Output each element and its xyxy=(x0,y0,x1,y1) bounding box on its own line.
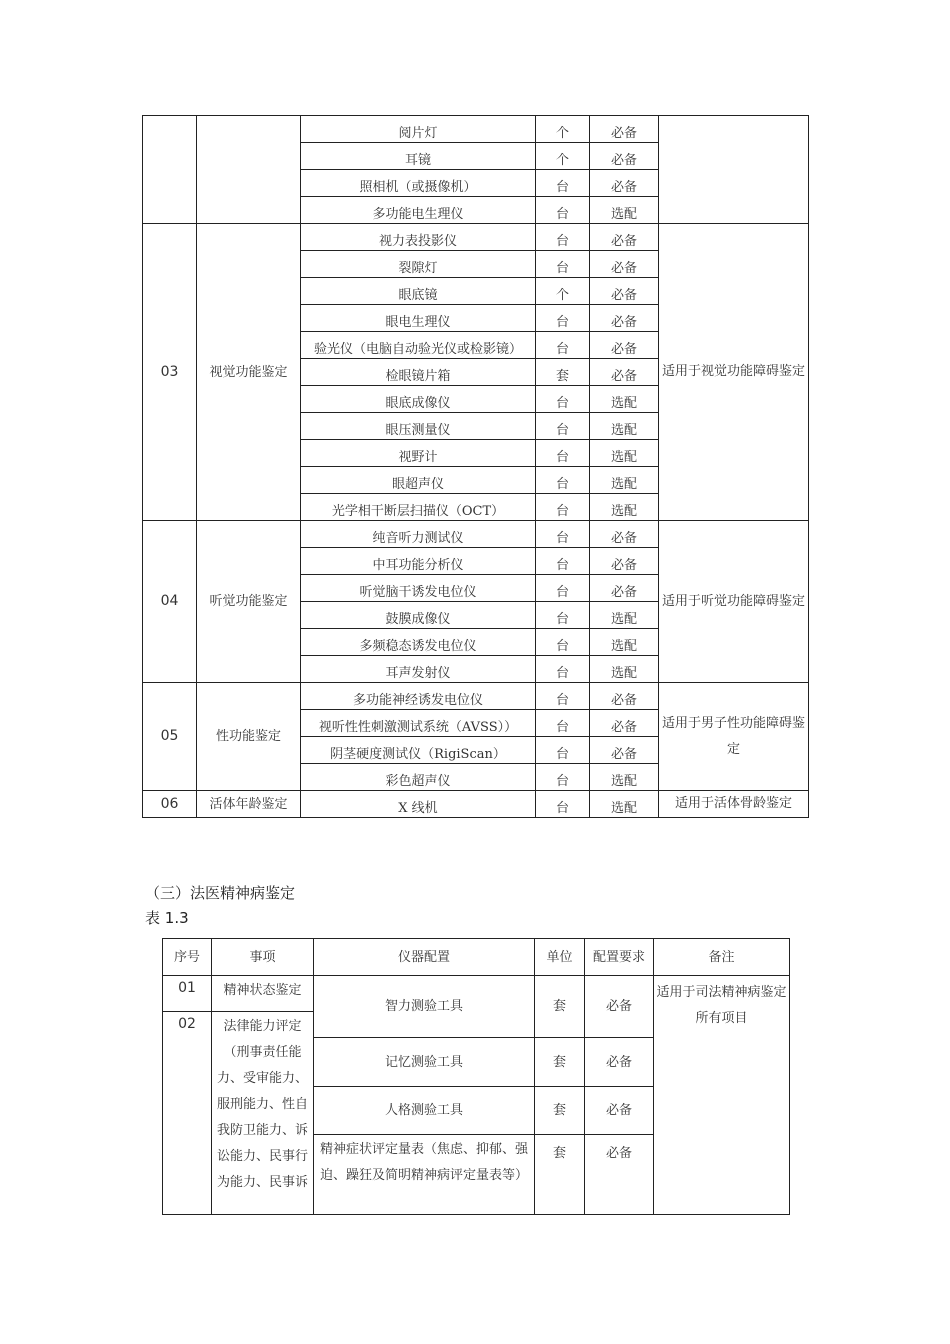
group-no: 03 xyxy=(143,224,197,521)
group-item: 性功能鉴定 xyxy=(197,683,301,791)
equipment-name: 照相机（或摄像机） xyxy=(301,170,536,197)
equipment-name: 彩色超声仪 xyxy=(301,764,536,791)
equipment-name: 眼超声仪 xyxy=(301,467,536,494)
equipment-name: 智力测验工具 xyxy=(314,976,535,1038)
equipment-unit: 个 xyxy=(536,116,590,143)
equipment-requirement: 必备 xyxy=(590,251,659,278)
group-note: 适用于视觉功能障碍鉴定 xyxy=(659,224,809,521)
equipment-requirement: 选配 xyxy=(590,602,659,629)
equipment-name: X 线机 xyxy=(301,791,536,818)
group-no xyxy=(143,116,197,224)
equipment-name: 精神症状评定量表（焦虑、抑郁、强迫、躁狂及简明精神病评定量表等） xyxy=(314,1135,535,1215)
row-no: 01 xyxy=(163,976,212,1012)
equipment-name: 多功能神经诱发电位仪 xyxy=(301,683,536,710)
equipment-requirement: 必备 xyxy=(590,521,659,548)
equipment-name: 多功能电生理仪 xyxy=(301,197,536,224)
group-no: 06 xyxy=(143,791,197,818)
table-header-row xyxy=(163,939,790,976)
equipment-unit: 台 xyxy=(536,494,590,521)
equipment-name: 人格测验工具 xyxy=(314,1087,535,1135)
equipment-requirement: 必备 xyxy=(590,575,659,602)
equipment-name: 检眼镜片箱 xyxy=(301,359,536,386)
equipment-name: 眼电生理仪 xyxy=(301,305,536,332)
equipment-requirement: 必备 xyxy=(590,143,659,170)
equipment-unit: 台 xyxy=(536,332,590,359)
equipment-requirement: 必备 xyxy=(590,305,659,332)
group-item: 活体年龄鉴定 xyxy=(197,791,301,818)
equipment-requirement: 必备 xyxy=(590,116,659,143)
row-item: 法律能力评定（刑事责任能力、受审能力、服刑能力、性自我防卫能力、诉讼能力、民事行为能力、民事诉 xyxy=(212,1012,314,1215)
equipment-name: 视听性性刺激测试系统（AVSS）） xyxy=(301,710,536,737)
equipment-name: 中耳功能分析仪 xyxy=(301,548,536,575)
equipment-unit: 套 xyxy=(535,976,585,1038)
equipment-unit: 台 xyxy=(536,629,590,656)
equipment-name: 裂隙灯 xyxy=(301,251,536,278)
equipment-requirement: 必备 xyxy=(590,278,659,305)
header-unit: 单位 xyxy=(535,939,585,976)
group-note: 适用于听觉功能障碍鉴定 xyxy=(659,521,809,683)
equipment-requirement: 必备 xyxy=(590,737,659,764)
section-title: （三）法医精神病鉴定 xyxy=(145,884,296,902)
equipment-unit: 台 xyxy=(536,521,590,548)
equipment-requirement: 选配 xyxy=(590,467,659,494)
equipment-requirement: 选配 xyxy=(590,629,659,656)
group-item xyxy=(197,116,301,224)
equipment-unit: 台 xyxy=(536,656,590,683)
row-note: 适用于司法精神病鉴定所有项目 xyxy=(654,976,790,1215)
equipment-unit: 台 xyxy=(536,710,590,737)
equipment-name: 视力表投影仪 xyxy=(301,224,536,251)
header-requirement: 配置要求 xyxy=(585,939,654,976)
equipment-unit: 台 xyxy=(536,440,590,467)
equipment-requirement: 选配 xyxy=(590,440,659,467)
table-row xyxy=(163,976,790,1012)
equipment-name: 听觉脑干诱发电位仪 xyxy=(301,575,536,602)
equipment-requirement: 必备 xyxy=(590,224,659,251)
table-caption: 表 1.3 xyxy=(145,909,189,927)
equipment-requirement: 选配 xyxy=(590,413,659,440)
equipment-requirement: 必备 xyxy=(590,710,659,737)
equipment-unit: 台 xyxy=(536,548,590,575)
equipment-unit: 台 xyxy=(536,413,590,440)
equipment-requirement: 选配 xyxy=(590,386,659,413)
row-no: 02 xyxy=(163,1012,212,1215)
header-no: 序号 xyxy=(163,939,212,976)
equipment-requirement: 必备 xyxy=(585,976,654,1038)
equipment-name: 眼底镜 xyxy=(301,278,536,305)
equipment-requirement: 必备 xyxy=(585,1087,654,1135)
equipment-requirement: 必备 xyxy=(585,1038,654,1087)
group-note xyxy=(659,116,809,224)
equipment-unit: 台 xyxy=(536,467,590,494)
equipment-requirement: 选配 xyxy=(590,656,659,683)
equipment-requirement: 选配 xyxy=(590,494,659,521)
row-item: 精神状态鉴定 xyxy=(212,976,314,1012)
equipment-unit: 台 xyxy=(536,737,590,764)
equipment-name: 记忆测验工具 xyxy=(314,1038,535,1087)
equipment-name: 眼压测量仪 xyxy=(301,413,536,440)
equipment-unit: 套 xyxy=(535,1087,585,1135)
equipment-unit: 个 xyxy=(536,278,590,305)
equipment-unit: 台 xyxy=(536,791,590,818)
equipment-name: 视野计 xyxy=(301,440,536,467)
equipment-requirement: 必备 xyxy=(590,332,659,359)
equipment-unit: 台 xyxy=(536,224,590,251)
equipment-name: 阅片灯 xyxy=(301,116,536,143)
equipment-requirement: 必备 xyxy=(590,683,659,710)
equipment-unit: 台 xyxy=(536,764,590,791)
equipment-requirement: 必备 xyxy=(590,170,659,197)
equipment-unit: 台 xyxy=(536,170,590,197)
equipment-unit: 台 xyxy=(536,251,590,278)
table-row xyxy=(143,116,809,143)
header-note: 备注 xyxy=(654,939,790,976)
table-row xyxy=(143,224,809,251)
equipment-requirement: 选配 xyxy=(590,791,659,818)
equipment-unit: 套 xyxy=(535,1135,585,1215)
equipment-unit: 台 xyxy=(536,602,590,629)
forensic-psychiatry-table xyxy=(162,938,790,1215)
header-equipment: 仪器配置 xyxy=(314,939,535,976)
group-note: 适用于活体骨龄鉴定 xyxy=(659,791,809,818)
equipment-name: 多频稳态诱发电位仪 xyxy=(301,629,536,656)
equipment-unit: 台 xyxy=(536,197,590,224)
equipment-unit: 套 xyxy=(535,1038,585,1087)
equipment-name: 光学相干断层扫描仪（OCT） xyxy=(301,494,536,521)
equipment-name: 耳镜 xyxy=(301,143,536,170)
equipment-requirement: 必备 xyxy=(590,359,659,386)
equipment-requirement: 选配 xyxy=(590,197,659,224)
equipment-name: 验光仪（电脑自动验光仪或检影镜） xyxy=(301,332,536,359)
equipment-unit: 个 xyxy=(536,143,590,170)
equipment-name: 眼底成像仪 xyxy=(301,386,536,413)
equipment-name: 纯音听力测试仪 xyxy=(301,521,536,548)
group-note: 适用于男子性功能障碍鉴定 xyxy=(659,683,809,791)
equipment-requirement: 必备 xyxy=(590,548,659,575)
group-item: 听觉功能鉴定 xyxy=(197,521,301,683)
equipment-name: 耳声发射仪 xyxy=(301,656,536,683)
table-row xyxy=(143,683,809,710)
equipment-unit: 台 xyxy=(536,305,590,332)
equipment-unit: 套 xyxy=(536,359,590,386)
equipment-requirement: 必备 xyxy=(585,1135,654,1215)
equipment-requirement: 选配 xyxy=(590,764,659,791)
group-item: 视觉功能鉴定 xyxy=(197,224,301,521)
equipment-unit: 台 xyxy=(536,386,590,413)
group-no: 05 xyxy=(143,683,197,791)
equipment-name: 鼓膜成像仪 xyxy=(301,602,536,629)
equipment-unit: 台 xyxy=(536,683,590,710)
equipment-unit: 台 xyxy=(536,575,590,602)
equipment-name: 阴茎硬度测试仪（RigiScan） xyxy=(301,737,536,764)
table-row xyxy=(143,791,809,818)
equipment-table-continued xyxy=(142,115,809,818)
table-row xyxy=(143,521,809,548)
group-no: 04 xyxy=(143,521,197,683)
header-item: 事项 xyxy=(212,939,314,976)
